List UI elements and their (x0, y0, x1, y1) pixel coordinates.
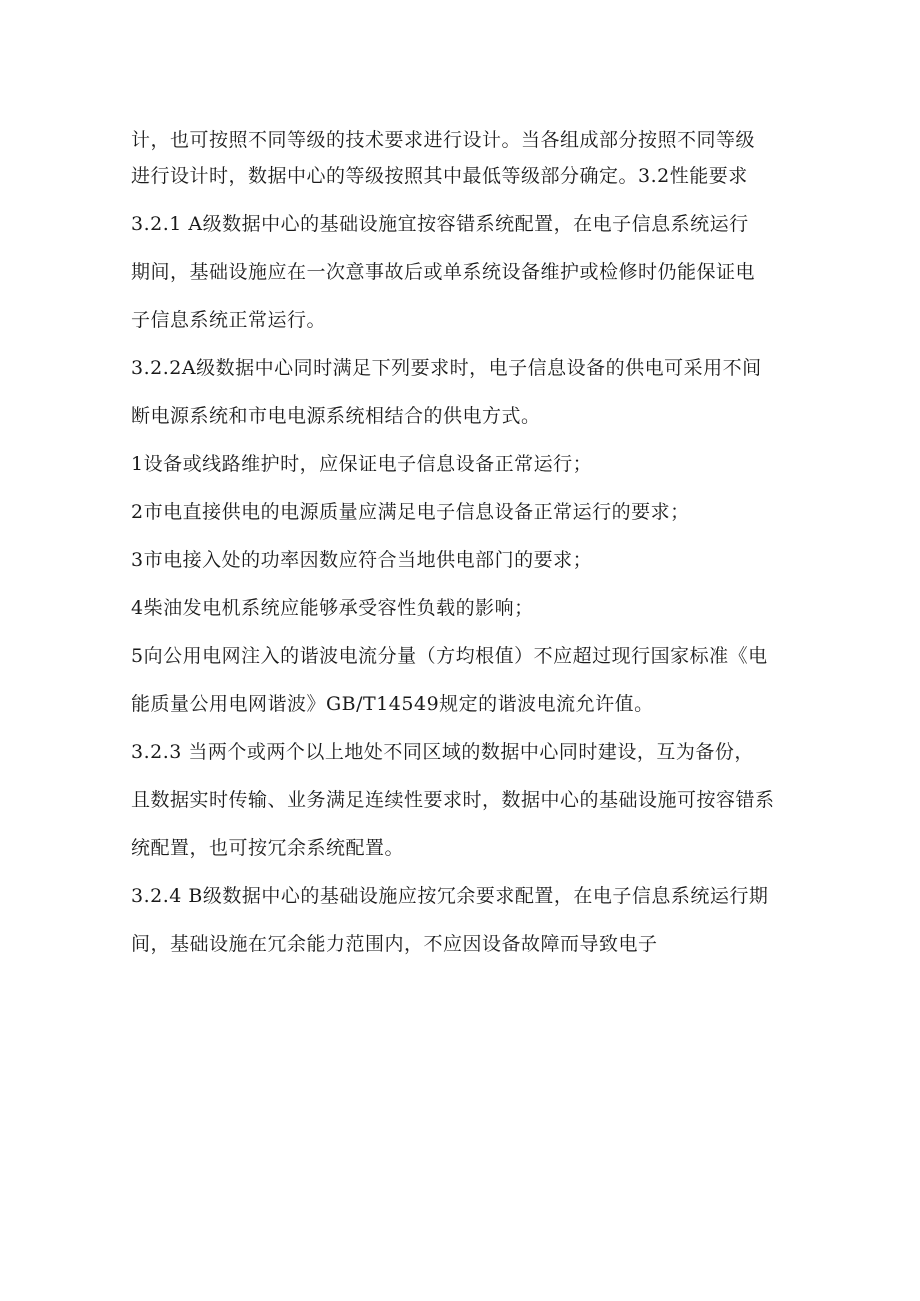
text-line: 4柴油发电机系统应能够承受容性负载的影响； (131, 597, 534, 619)
text-line: 统配置，也可按冗余系统配置。 (131, 837, 405, 859)
text-line: 计，也可按照不同等级的技术要求进行设计。当各组成部分按照不同等级 (131, 129, 756, 151)
text-line: 3.2.1 A级数据中心的基础设施宜按容错系统配置，在电子信息系统运行 (131, 213, 749, 235)
text-line: 子信息系统正常运行。 (131, 309, 327, 331)
text-line: 能质量公用电网谐波》GB/T14549规定的谐波电流允许值。 (131, 693, 654, 715)
text-line: 且数据实时传输、业务满足连续性要求时，数据中心的基础设施可按容错系 (131, 789, 775, 811)
text-line: 断电源系统和市电电源系统相结合的供电方式。 (131, 405, 541, 427)
text-line: 1设备或线路维护时，应保证电子信息设备正常运行； (131, 453, 593, 475)
text-line: 期间，基础设施应在一次意事故后或单系统设备维护或检修时仍能保证电 (131, 261, 756, 283)
text-line: 3市电接入处的功率因数应符合当地供电部门的要求； (131, 549, 593, 571)
text-line: 3.2.2A级数据中心同时满足下列要求时，电子信息设备的供电可采用不间 (131, 357, 762, 379)
text-line: 2市电直接供电的电源质量应满足电子信息设备正常运行的要求； (131, 501, 690, 523)
text-line: 3.2.3 当两个或两个以上地处不同区域的数据中心同时建设，互为备份， (131, 741, 754, 763)
text-line: 进行设计时，数据中心的等级按照其中最低等级部分确定。3.2性能要求 (131, 165, 748, 187)
text-line: 3.2.4 B级数据中心的基础设施应按冗余要求配置，在电子信息系统运行期 (131, 885, 769, 907)
text-line: 5向公用电网注入的谐波电流分量（方均根值）不应超过现行国家标准《电 (131, 645, 768, 667)
body-text (131, 122, 791, 962)
text-line: 间，基础设施在冗余能力范围内，不应因设备故障而导致电子 (131, 933, 658, 955)
